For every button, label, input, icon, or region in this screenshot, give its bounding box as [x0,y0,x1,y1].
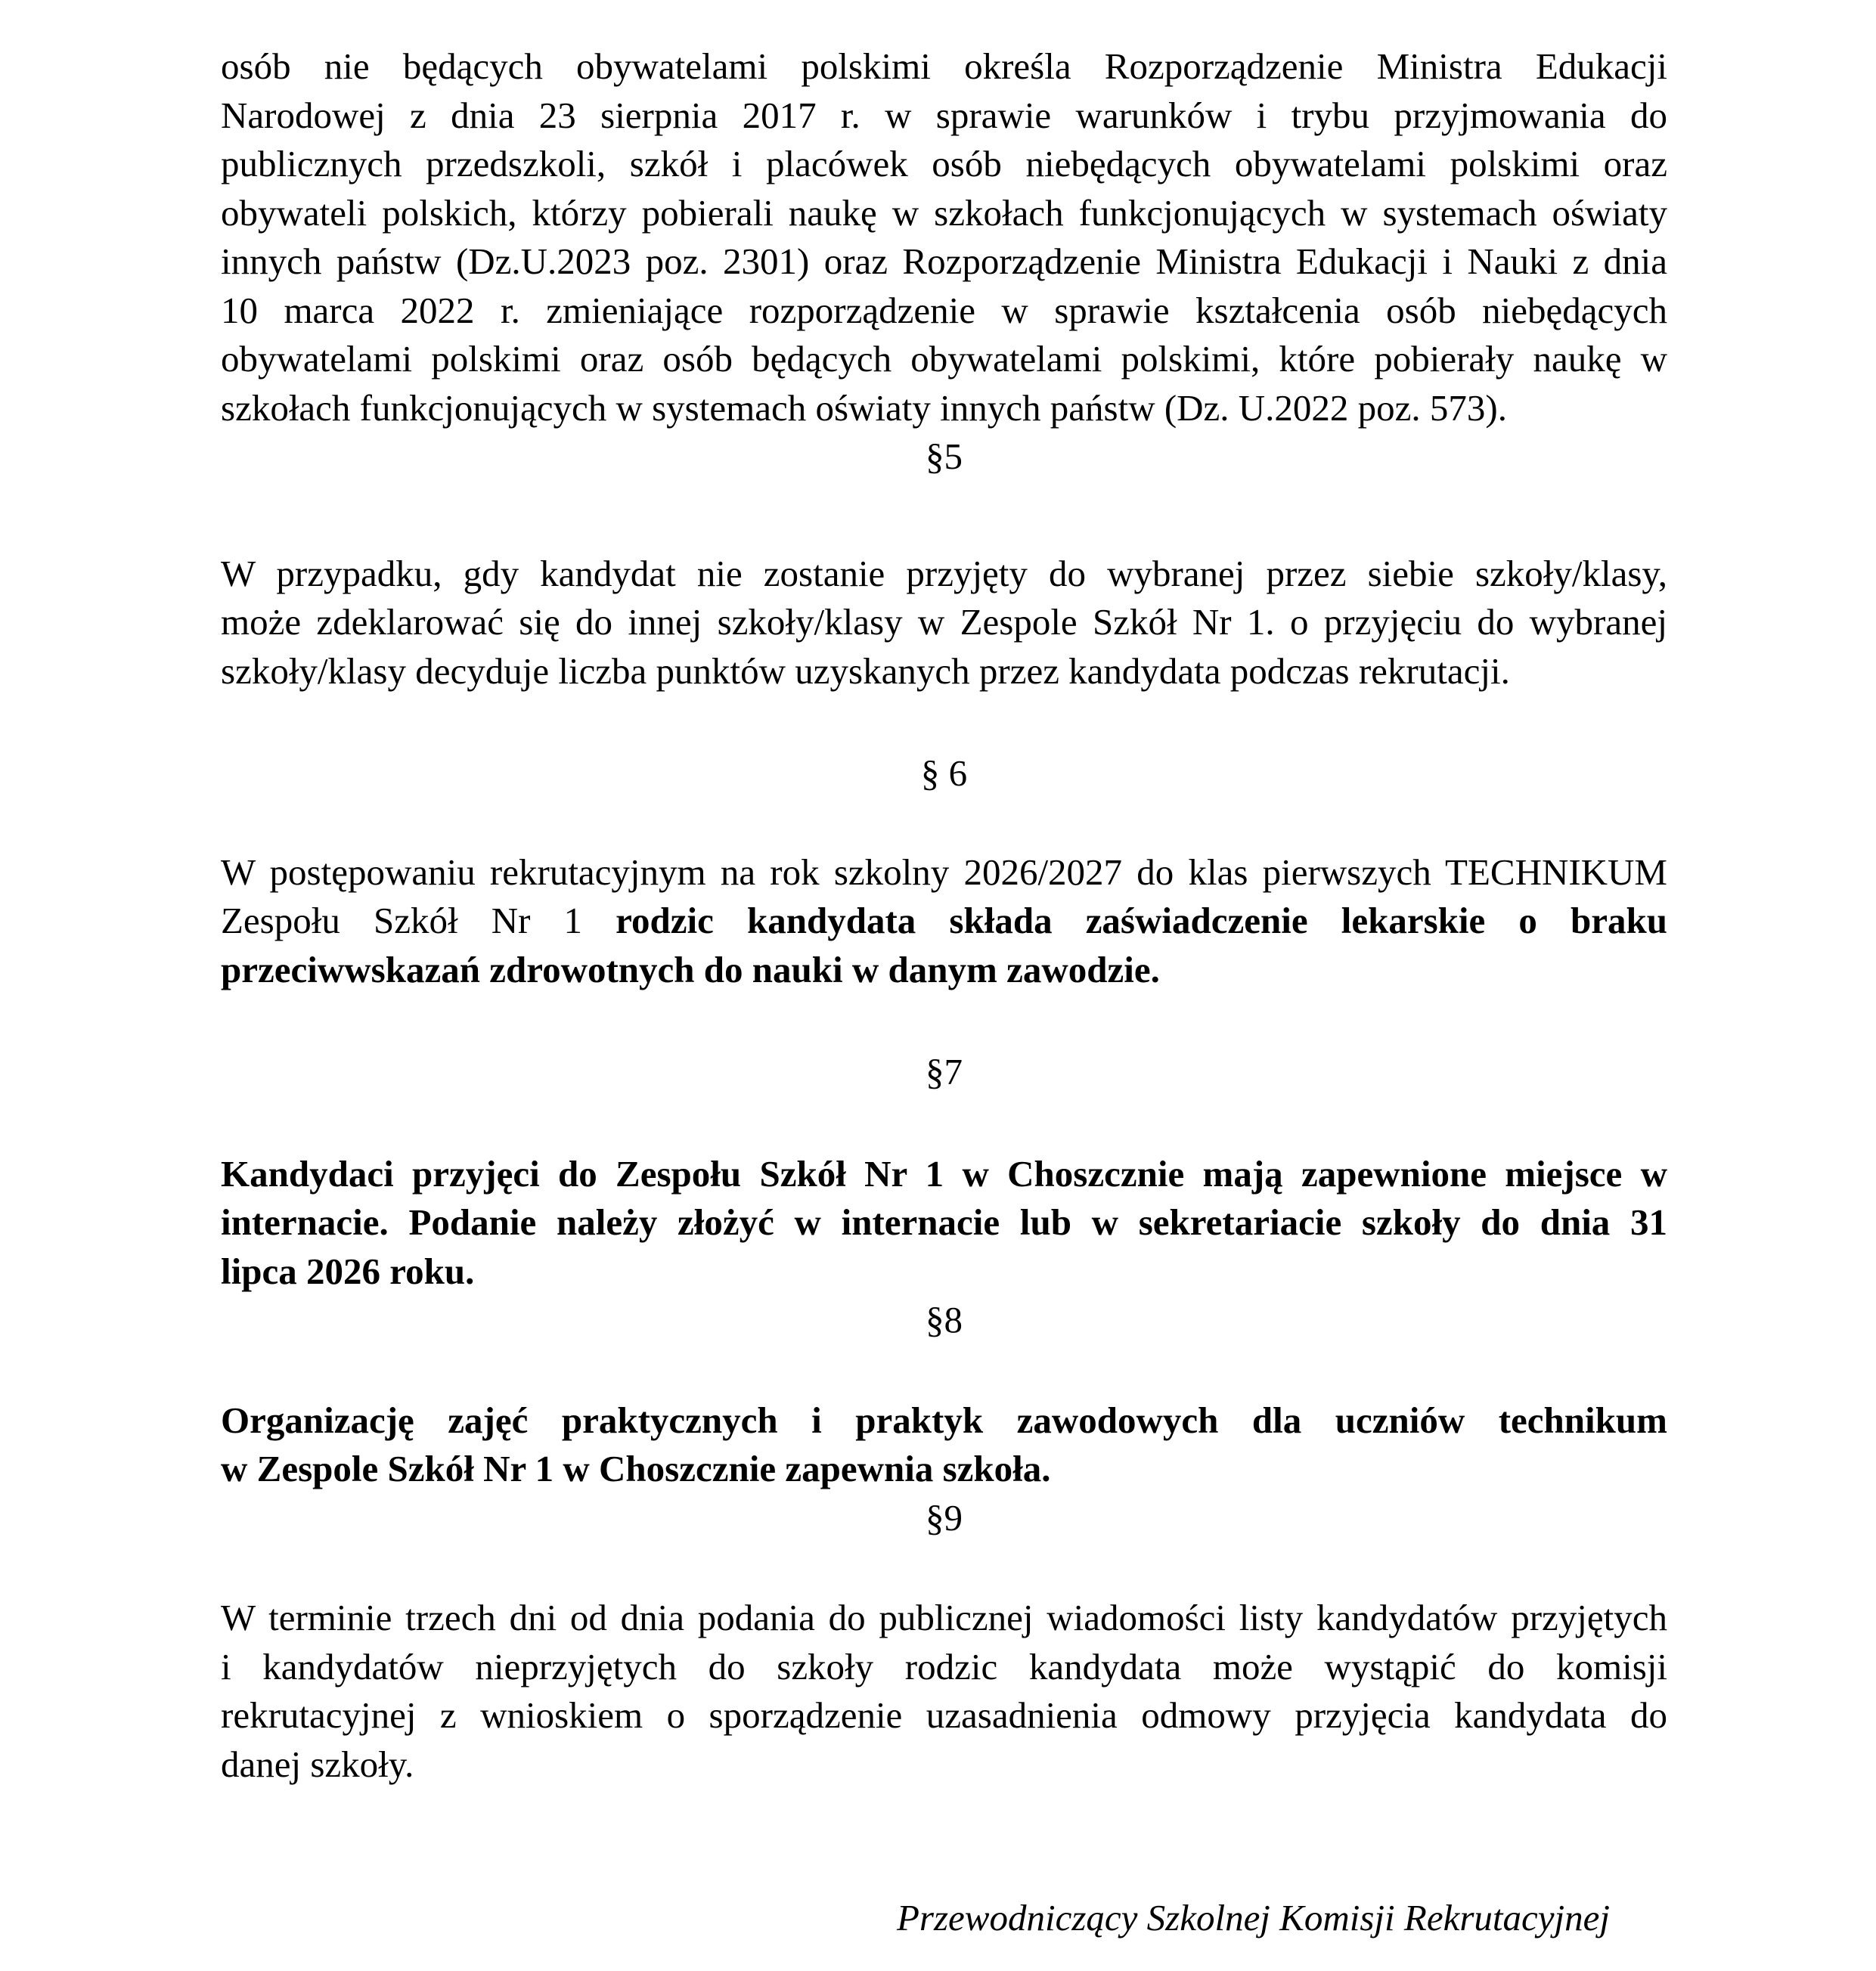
paragraph-section-6-run: W postępowaniu rekrutacyjnym na rok szkolny 2026/2027 do klas pierwszych TECHNIKUM [221,851,1667,893]
paragraph-legal-basis-continuation-line-3 [221,140,1667,189]
paragraph-section-7-line-1 [221,1150,1667,1199]
paragraph-section-6 [221,848,1667,995]
paragraph-legal-basis-continuation-line-8 [221,384,1667,433]
section-mark-6: § 6 [920,752,968,794]
paragraph-section-7-line-2 [221,1198,1667,1247]
paragraph-section-8-line-2 [221,1445,1667,1494]
paragraph-legal-basis-continuation-line-6 [221,287,1667,336]
paragraph-section-8-run: Organizację zajęć praktycznych i praktyk zawodowych dla uczniów technikum [221,1399,1667,1441]
paragraph-section-6-run: rodzic kandydata składa zaświadczenie lekarskie o braku [616,900,1667,941]
paragraph-section-9-line-2 [221,1643,1667,1692]
paragraph-section-8-line-1 [221,1396,1667,1446]
paragraph-section-5-line-1 [221,550,1667,599]
paragraph-section-9-line-4 [221,1740,1667,1790]
section-mark-7: §7 [926,1051,963,1092]
paragraph-legal-basis-continuation-line-7 [221,335,1667,384]
signature-line: Przewodniczący Szkolnej Komisji Rekrutacyjnej [896,1897,1610,1938]
paragraph-section-5-run: może zdeklarować się do innej szkoły/klasy w Zespole Szkół Nr 1. o przyjęciu do wybranej [221,601,1667,643]
paragraph-legal-basis-continuation-run: Narodowej z dnia 23 sierpnia 2017 r. w sprawie warunków i trybu przyjmowania do [221,94,1667,136]
paragraph-section-9-run: W terminie trzech dni od dnia podania do publicznej wiadomości listy kandydatów przyjętych [221,1597,1667,1638]
paragraph-legal-basis-continuation [221,42,1667,432]
paragraph-legal-basis-continuation-run: obywateli polskich, którzy pobierali naukę w szkołach funkcjonujących w systemach oświaty [221,191,1667,234]
paragraph-legal-basis-continuation-run: publicznych przedszkoli, szkół i placówek osób niebędących obywatelami polskimi oraz [221,143,1667,184]
paragraph-section-9 [221,1594,1667,1789]
paragraph-section-6-run: przeciwwskazań zdrowotnych do nauki w danym zawodzie. [221,948,1160,990]
document-body [221,42,1667,1943]
section-mark-5: §5 [926,435,963,477]
paragraph-legal-basis-continuation-line-4 [221,189,1667,238]
paragraph-section-5-line-3 [221,647,1667,696]
paragraph-section-7-run: Kandydaci przyjęci do Zespołu Szkół Nr 1 w Choszcznie mają zapewnione miejsce w [221,1152,1667,1195]
paragraph-section-7 [221,1150,1667,1297]
paragraph-section-7-line-3 [221,1247,1667,1297]
paragraph-section-7-run: internacie. Podanie należy złożyć w internacie lub w sekretariacie szkoły do dnia 31 [221,1201,1667,1243]
paragraph-section-9-run: i kandydatów nieprzyjętych do szkoły rodzic kandydata może wystąpić do komisji [221,1645,1667,1687]
paragraph-section-8 [221,1396,1667,1494]
paragraph-section-8-run: w Zespole Szkół Nr 1 w Choszcznie zapewnia szkoła. [221,1448,1051,1489]
paragraph-section-9-run: rekrutacyjnej z wnioskiem o sporządzenie uzasadnienia odmowy przyjęcia kandydata do [221,1694,1667,1736]
paragraph-legal-basis-continuation-run: szkołach funkcjonujących w systemach oświaty innych państw (Dz. U.2022 poz. 573). [221,386,1507,429]
paragraph-section-9-run: danej szkoły. [221,1743,414,1785]
paragraph-legal-basis-continuation-line-1 [221,42,1667,91]
paragraph-section-6-line-2 [221,897,1667,946]
section-mark-8: §8 [926,1299,963,1340]
paragraph-section-5-line-2 [221,598,1667,647]
paragraph-section-5 [221,550,1667,696]
paragraph-section-9-line-1 [221,1594,1667,1643]
paragraph-legal-basis-continuation-line-5 [221,237,1667,287]
paragraph-section-6-line-1 [221,848,1667,897]
paragraph-section-6-line-3 [221,946,1667,995]
paragraph-legal-basis-continuation-run: obywatelami polskimi oraz osób będących obywatelami polskimi, które pobierały naukę w [221,338,1667,380]
paragraph-section-6-run: Zespołu Szkół Nr 1 [221,900,616,941]
paragraph-legal-basis-continuation-run: 10 marca 2022 r. zmieniające rozporządzenie w sprawie kształcenia osób niebędących [221,289,1667,331]
paragraph-section-5-run: W przypadku, gdy kandydat nie zostanie przyjęty do wybranej przez siebie szkoły/klasy, [221,552,1667,594]
paragraph-section-5-run: szkoły/klasy decyduje liczba punktów uzyskanych przez kandydata podczas rekrutacji. [221,649,1510,692]
section-mark-9: §9 [926,1496,963,1539]
paragraph-legal-basis-continuation-run: innych państw (Dz.U.2023 poz. 2301) oraz Rozporządzenie Ministra Edukacji i Nauki z dnia [221,240,1667,282]
paragraph-legal-basis-continuation-run: osób nie będących obywatelami polskimi określa Rozporządzenie Ministra Edukacji [221,45,1667,87]
paragraph-legal-basis-continuation-line-2 [221,91,1667,141]
paragraph-section-9-line-3 [221,1691,1667,1740]
paragraph-section-7-run: lipca 2026 roku. [221,1250,475,1292]
